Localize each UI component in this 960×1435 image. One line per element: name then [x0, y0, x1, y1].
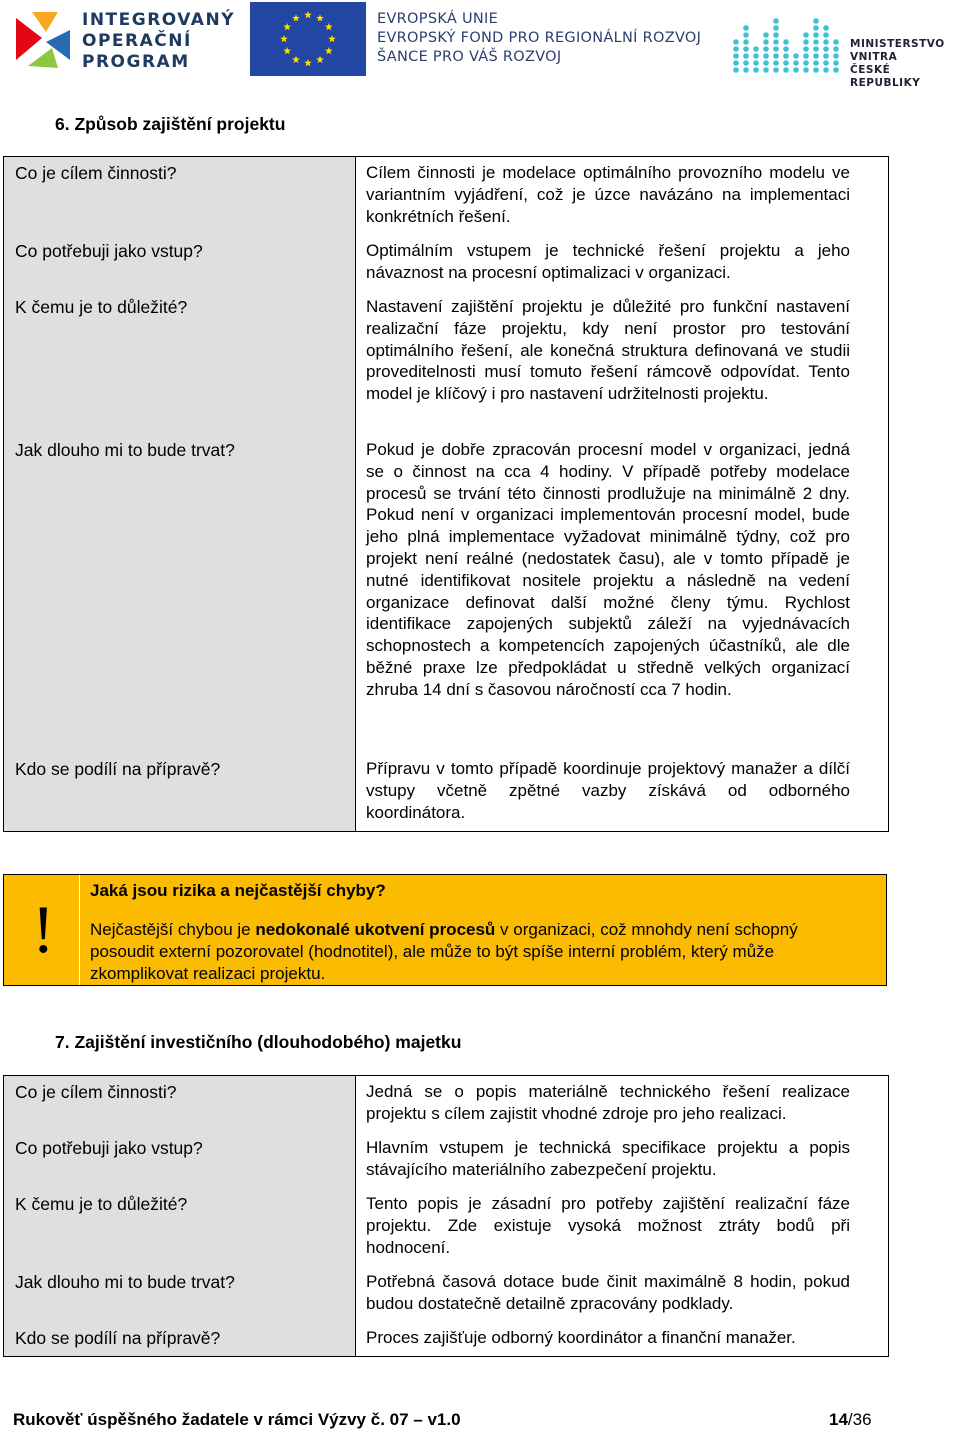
risks-warning-box — [3, 874, 887, 986]
iop-logo-text — [82, 10, 235, 73]
mv-dot-icon — [773, 67, 779, 73]
mv-dot-icon — [823, 53, 829, 59]
mv-dot-icon — [793, 53, 799, 59]
mv-dot-icon — [823, 60, 829, 66]
answer-text: Jedná se o popis materiálně technického řešení realizace projektu s cílem zajistit vhodné zdroje pro jeho realizaci. — [366, 1082, 850, 1123]
table-row — [4, 1076, 888, 1132]
eu-line-2: EVROPSKÝ FOND PRO REGIONÁLNÍ ROZVOJ — [377, 30, 702, 46]
mv-dot-icon — [773, 60, 779, 66]
mv-dot-icon — [743, 32, 749, 38]
section-6-table — [3, 156, 889, 832]
mv-dot-icon — [823, 25, 829, 31]
warning-body-post: v organizaci, což mnohdy není schopný posoudit externí pozorovatel (hodnotitel), ale může to být spíše interní problém, který může zkomplikovat realizaci projektu. — [90, 920, 798, 983]
answer-text: Proces zajišťuje odborný koordinátor a finanční manažer. — [366, 1328, 796, 1347]
mv-dot-icon — [783, 67, 789, 73]
mv-dot-icon — [803, 67, 809, 73]
mv-dot-icon — [803, 39, 809, 45]
section-6-heading: 6. Způsob zajištění projektu — [55, 114, 286, 134]
mv-dot-icon — [743, 67, 749, 73]
question-cell — [4, 1132, 356, 1188]
table-row — [4, 1132, 888, 1188]
iop-line-1: INTEGROVANÝ — [82, 10, 235, 30]
mv-dot-icon — [813, 46, 819, 52]
mv-dot-icon — [813, 53, 819, 59]
mv-dot-icon — [743, 39, 749, 45]
header-logos — [0, 0, 960, 89]
mv-dot-icon — [773, 18, 779, 24]
mv-dot-icon — [763, 39, 769, 45]
question-label: Co potřebuji jako vstup? — [15, 1138, 203, 1158]
eu-star-icon — [316, 14, 324, 21]
mv-dot-icon — [823, 46, 829, 52]
mv-dot-icon — [813, 18, 819, 24]
mv-dot-icon — [743, 60, 749, 66]
mv-dot-icon — [773, 39, 779, 45]
mv-dot-icon — [743, 25, 749, 31]
table-row — [4, 1322, 888, 1356]
warning-body-pre: Nejčastější chybou je — [90, 920, 256, 939]
mv-dot-icon — [833, 53, 839, 59]
answer-cell — [366, 162, 850, 227]
mv-dot-icon — [833, 67, 839, 73]
question-cell — [4, 1188, 356, 1266]
eu-stars-icon — [250, 2, 366, 76]
eu-star-icon — [283, 47, 291, 54]
mv-dot-icon — [753, 60, 759, 66]
section-7-table — [3, 1075, 889, 1357]
mv-dot-icon — [813, 39, 819, 45]
mv-logo-text — [850, 38, 960, 90]
eu-logo-text — [377, 10, 701, 67]
exclamation-icon: ! — [32, 891, 55, 967]
mv-dot-icon — [813, 32, 819, 38]
eu-line-1: EVROPSKÁ UNIE — [377, 11, 499, 27]
mv-dot-icon — [813, 25, 819, 31]
mv-dot-icon — [823, 67, 829, 73]
mv-dot-icon — [733, 53, 739, 59]
table-row — [4, 235, 888, 291]
answer-cell — [366, 1081, 850, 1125]
mv-dot-icon — [833, 46, 839, 52]
question-label: Co je cílem činnosti? — [15, 163, 177, 183]
mv-dot-icon — [833, 60, 839, 66]
answer-text: Pokud je dobře zpracován procesní model v organizaci, jedná se o činnost na cca 4 hodiny. V případě potřeby modelace procesů se trvání této činnosti prodlužuje na minimálně 2 dny. Pokud není v organizaci implementován procesní model, bude jeho plná implementace vyžadovat minimálně týdny, což pro projekt není reálné (nedostatek času), ale v tomto případě je nutné identifikovat nositele projektu a následně na vedení organizace definovat další možné členy týmu. Rychlost identifikace zapojených subjektů záleží na vyjednávacích schopnostech a kompetencích zapojených účastníků, ale dle běžné praxe lze předpokládat u středně velkých organizací zhruba 14 dní s časovou náročností cca 7 hodin. — [366, 440, 850, 699]
question-cell — [4, 235, 356, 291]
mv-dot-icon — [783, 46, 789, 52]
mv-dot-icon — [793, 60, 799, 66]
mv-dot-icon — [763, 60, 769, 66]
page-separator: / — [847, 1410, 853, 1429]
mv-dot-icon — [763, 67, 769, 73]
question-label: Kdo se podílí na přípravě? — [15, 1328, 221, 1348]
mv-dot-icon — [773, 46, 779, 52]
mv-dot-icon — [803, 53, 809, 59]
mv-dot-icon — [743, 53, 749, 59]
eu-star-icon — [325, 47, 333, 54]
eu-star-icon — [283, 23, 291, 30]
page-current: 14 — [829, 1410, 848, 1429]
mv-dot-icon — [763, 46, 769, 52]
mv-dot-icon — [753, 46, 759, 52]
mv-dot-icon — [813, 60, 819, 66]
footer-title: Rukověť úspěšného žadatele v rámci Výzvy č. 07 – v1.0 — [13, 1410, 461, 1429]
table-row — [4, 1188, 888, 1266]
question-cell — [4, 1322, 356, 1356]
table-row — [4, 753, 888, 831]
answer-cell — [366, 1327, 850, 1349]
mv-dot-icon — [813, 67, 819, 73]
iop-line-2: OPERAČNÍ — [82, 31, 192, 51]
answer-cell — [366, 439, 850, 701]
answer-text: Cílem činnosti je modelace optimálního provozního modelu ve variantním vyjádření, což je úzce navázáno na implementaci konkrétních řešení. — [366, 163, 850, 226]
mv-dot-icon — [763, 32, 769, 38]
mv-dot-icon — [733, 39, 739, 45]
answer-text: Tento popis je zásadní pro potřeby zajištění realizační fáze projektu. Zde existuje vysoká možnost ztráty bodů při hodnocení. — [366, 1194, 850, 1257]
mv-dot-icon — [743, 46, 749, 52]
answer-cell — [366, 1137, 850, 1181]
eu-flag — [250, 2, 366, 76]
question-label: Kdo se podílí na přípravě? — [15, 759, 221, 779]
answer-text: Nastavení zajištění projektu je důležité pro funkční nastavení realizační fáze projektu, kdy není prostor pro testování optimálního řešení, ale konečná struktura definovaná ve studii proveditelnosti musí tomuto řešení rámcově odpovídat. Tento model je klíčový i pro nastavení udržitelnosti projektu. — [366, 297, 850, 404]
question-label: Jak dlouho mi to bude trvat? — [15, 1272, 235, 1292]
answer-text: Hlavním vstupem je technická specifikace projektu a popis stávajícího materiálního zabezpečení projektu. — [366, 1138, 850, 1179]
mv-dot-icon — [733, 60, 739, 66]
answer-text: Optimálním vstupem je technické řešení projektu a jeho návaznost na procesní optimalizaci v organizaci. — [366, 241, 850, 282]
answer-cell — [366, 1193, 850, 1258]
answer-text: Potřebná časová dotace bude činit maximálně 8 hodin, pokud budou dostatečně detailně zpracovány podklady. — [366, 1272, 850, 1313]
mv-dot-icon — [833, 39, 839, 45]
eu-line-3: ŠANCE PRO VÁŠ ROZVOJ — [377, 49, 562, 65]
eu-star-icon — [328, 35, 336, 42]
mv-dot-icon — [753, 67, 759, 73]
eu-star-icon — [304, 11, 312, 18]
mv-dot-icon — [773, 25, 779, 31]
eu-star-icon — [325, 23, 333, 30]
warning-body — [90, 919, 850, 985]
warning-divider — [79, 875, 80, 985]
mv-dot-icon — [753, 53, 759, 59]
question-cell — [4, 434, 356, 753]
answer-text: Přípravu v tomto případě koordinuje projektový manažer a dílčí vstupy včetně zpětné vazby získává od odborného koordinátora. — [366, 759, 850, 822]
question-cell — [4, 157, 356, 235]
question-cell — [4, 753, 356, 831]
iop-line-3: PROGRAM — [82, 52, 190, 72]
iop-logo — [12, 4, 242, 74]
mv-dot-icon — [773, 53, 779, 59]
question-label: Co potřebuji jako vstup? — [15, 241, 203, 261]
eu-star-icon — [292, 56, 300, 63]
question-label: K čemu je to důležité? — [15, 297, 188, 317]
question-cell — [4, 1076, 356, 1132]
mv-logo-dots-icon — [730, 12, 842, 76]
table-row — [4, 434, 888, 753]
warning-body-bold: nedokonalé ukotvení procesů — [255, 920, 496, 939]
mv-dot-icon — [733, 46, 739, 52]
eu-star-icon — [304, 59, 312, 66]
page-total: 36 — [852, 1410, 872, 1429]
answer-cell — [366, 240, 850, 284]
mv-line-2: ČESKÉ REPUBLIKY — [850, 64, 921, 89]
mv-dot-icon — [803, 60, 809, 66]
answer-cell — [366, 296, 850, 405]
eu-star-icon — [292, 14, 300, 21]
mv-dot-icon — [783, 39, 789, 45]
mv-dot-icon — [823, 32, 829, 38]
question-cell — [4, 1266, 356, 1322]
mv-dot-icon — [793, 67, 799, 73]
mv-dot-icon — [783, 53, 789, 59]
eu-star-icon — [316, 56, 324, 63]
warning-title: Jaká jsou rizika a nejčastější chyby? — [90, 881, 386, 900]
mv-dot-icon — [783, 60, 789, 66]
section-7-heading: 7. Zajištění investičního (dlouhodobého) majetku — [55, 1032, 462, 1052]
table-row — [4, 157, 888, 235]
table-row — [4, 291, 888, 434]
mv-dot-icon — [823, 39, 829, 45]
mv-dot-icon — [803, 46, 809, 52]
question-label: K čemu je to důležité? — [15, 1194, 188, 1214]
mv-line-1: MINISTERSTVO VNITRA — [850, 38, 945, 63]
page-number — [829, 1410, 872, 1430]
mv-dot-icon — [763, 53, 769, 59]
answer-cell — [366, 758, 850, 823]
table-row — [4, 1266, 888, 1322]
question-label: Co je cílem činnosti? — [15, 1082, 177, 1102]
mv-dot-icon — [773, 32, 779, 38]
question-cell — [4, 291, 356, 434]
mv-dot-icon — [733, 67, 739, 73]
answer-cell — [366, 1271, 850, 1315]
iop-logo-mark-icon — [12, 8, 74, 70]
eu-star-icon — [280, 35, 288, 42]
mv-dot-icon — [803, 32, 809, 38]
question-label: Jak dlouho mi to bude trvat? — [15, 440, 235, 460]
